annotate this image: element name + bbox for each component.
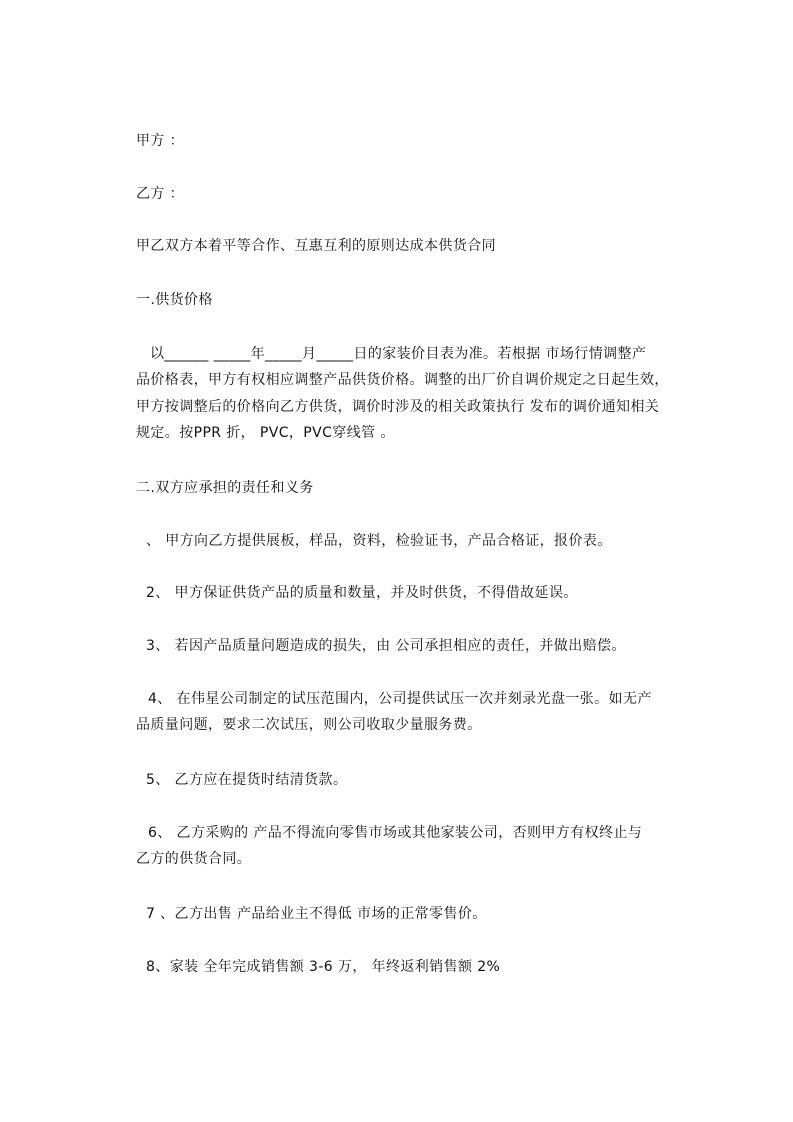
party-a-label: 甲方 ：: [136, 133, 185, 149]
section-2-item: 2、 甲方保证供货产品的质量和数量，并及时供货，不得借故延误。: [146, 585, 578, 601]
section-2-item: 4、 在伟星公司制定的试压范围内，公司提供试压一次并刻录光盘一张。如无产: [148, 691, 652, 707]
section-2-item: 7 、乙方出售 产品给业主不得低 市场的正常零售价。: [146, 906, 487, 922]
section-1-line: 品价格表，甲方有权相应调整产品供货价格。调整的出厂价自调价规定之日起生效，: [136, 372, 669, 388]
section-2-item: 8、家装 全年完成销售额 3-6 万， 年终返利销售额 2%: [146, 959, 501, 975]
section-2-item: 5、 乙方应在提货时结清货款。: [146, 772, 348, 788]
section-2-heading: 二.双方应承担的责任和义务: [136, 480, 314, 496]
party-b-label: 乙方 ：: [136, 186, 185, 202]
section-2-item: 3、 若因产品质量问题造成的损失，由 公司承担相应的责任，并做出赔偿。: [146, 638, 626, 654]
section-2-item: 乙方的供货合同。: [136, 851, 252, 867]
section-1-line: 规定。按PPR 折， PVC，PVC穿线管 。: [136, 425, 395, 441]
intro-paragraph: 甲乙双方本着平等合作、互惠互利的原则达成本供货合同: [136, 238, 496, 254]
section-1-heading: 一.供货价格: [136, 292, 213, 308]
section-2-item: 6、 乙方采购的 产品不得流向零售市场或其他家装公司，否则甲方有权终止与: [148, 825, 643, 841]
section-2-item: 、 甲方向乙方提供展板，样品，资料，检验证书，产品合格证，报价表。: [146, 533, 612, 549]
section-1-line: 甲方按调整后的价格向乙方供货，调价时涉及的相关政策执行 发布的调价通知相关: [136, 399, 660, 415]
section-2-item: 品质量问题，要求二次试压，则公司收取少量服务费。: [136, 717, 482, 733]
section-1-line: 以______ _____年_____月_____日的家装价目表为准。若根据 市场行情调整产: [150, 346, 647, 362]
